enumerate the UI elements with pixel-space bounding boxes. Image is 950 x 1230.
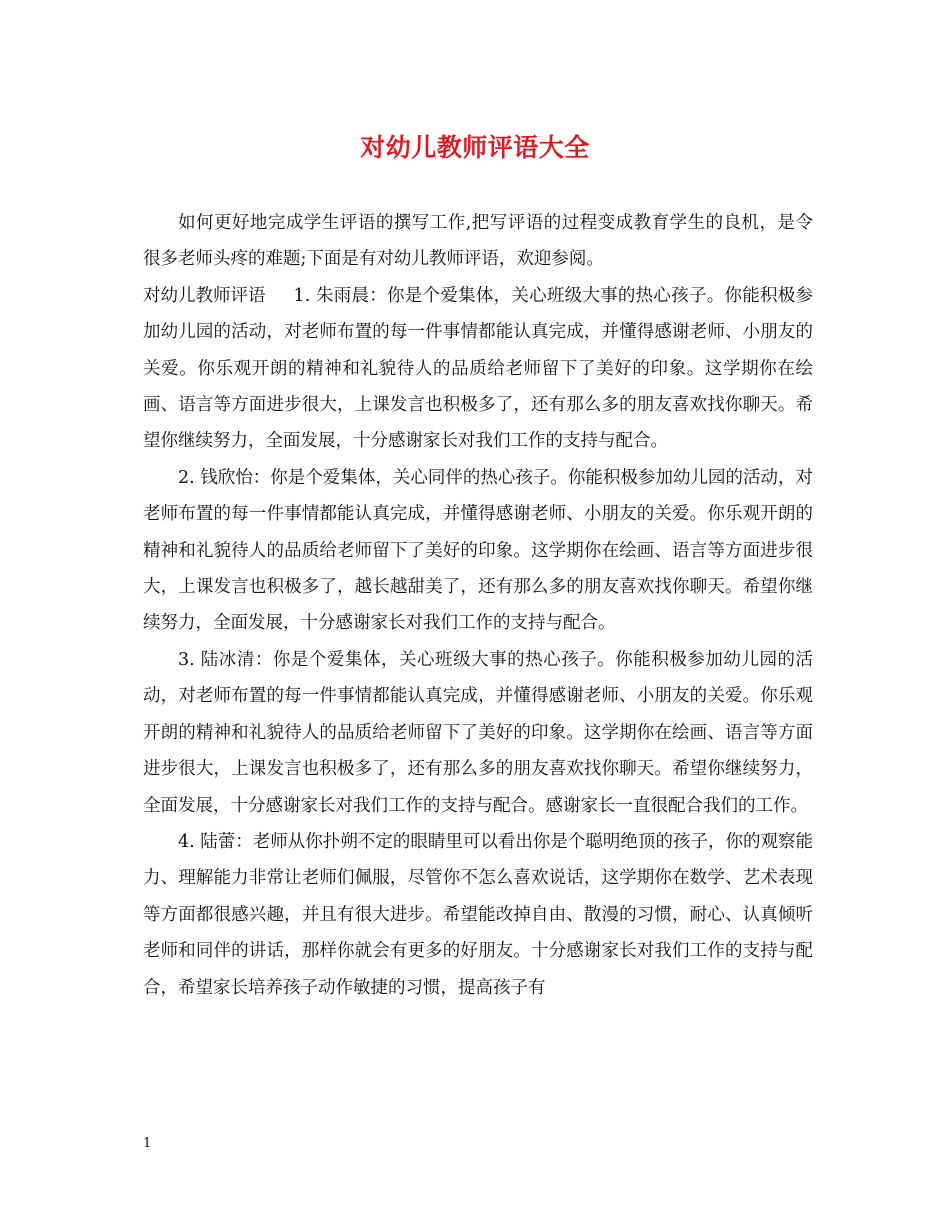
comment-paragraph-2: 2. 钱欣怡：你是个爱集体，关心同伴的热心孩子。你能积极参加幼儿园的活动，对老师布置的每一件事情都能认真完成，并懂得感谢老师、小朋友的关爱。你乐观开朗的精神和礼貌待人的品质给老师留下了美好的印象。这学期你在绘画、语言等方面进步很大，上课发言也积极多了，越长越甜美了，还有那么多的朋友喜欢找你聊天。希望你继续努力，全面发展，十分感谢家长对我们工作的支持与配合。 — [143, 467, 813, 634]
intro-paragraph: 如何更好地完成学生评语的撰写工作,把写评语的过程变成教育学生的良机，是令很多老师头疼的难题;下面是有对幼儿教师评语，欢迎参阅。 — [143, 213, 813, 270]
comment-paragraph-3: 3. 陆冰清：你是个爱集体，关心班级大事的热心孩子。你能积极参加幼儿园的活动，对老师布置的每一件事情都能认真完成，并懂得感谢老师、小朋友的关爱。你乐观开朗的精神和礼貌待人的品质给老师留下了美好的印象。这学期你在绘画、语言等方面进步很大，上课发言也积极多了，还有那么多的朋友喜欢找你聊天。希望你继续努力，全面发展，十分感谢家长对我们工作的支持与配合。感谢家长一直很配合我们的工作。 — [143, 649, 813, 816]
document-body — [143, 205, 813, 1006]
section-label: 对幼儿教师评语 — [143, 285, 266, 306]
page-number: 1 — [143, 1136, 152, 1151]
comment-paragraph-4: 4. 陆蕾：老师从你扑朔不定的眼睛里可以看出你是个聪明绝顶的孩子，你的观察能力、理解能力非常让老师们佩服，尽管你不怎么喜欢说话，这学期你在数学、艺术表现等方面都很感兴趣，并且有很大进步。希望能改掉自由、散漫的习惯，耐心、认真倾听老师和同伴的讲话，那样你就会有更多的好朋友。十分感谢家长对我们工作的支持与配合，希望家长培养孩子动作敏捷的习惯，提高孩子有 — [143, 831, 813, 998]
comment-text-1: 1. 朱雨晨：你是个爱集体，关心班级大事的热心孩子。你能积极参加幼儿园的活动，对老师布置的每一件事情都能认真完成，并懂得感谢老师、小朋友的关爱。你乐观开朗的精神和礼貌待人的品质给老师留下了美好的印象。这学期你在绘画、语言等方面进步很大，上课发言也积极多了，还有那么多的朋友喜欢找你聊天。希望你继续努力，全面发展，十分感谢家长对我们工作的支持与配合。 — [143, 285, 813, 452]
document-title: 对幼儿教师评语大全 — [360, 133, 590, 162]
comment-paragraph-1 — [143, 278, 813, 460]
